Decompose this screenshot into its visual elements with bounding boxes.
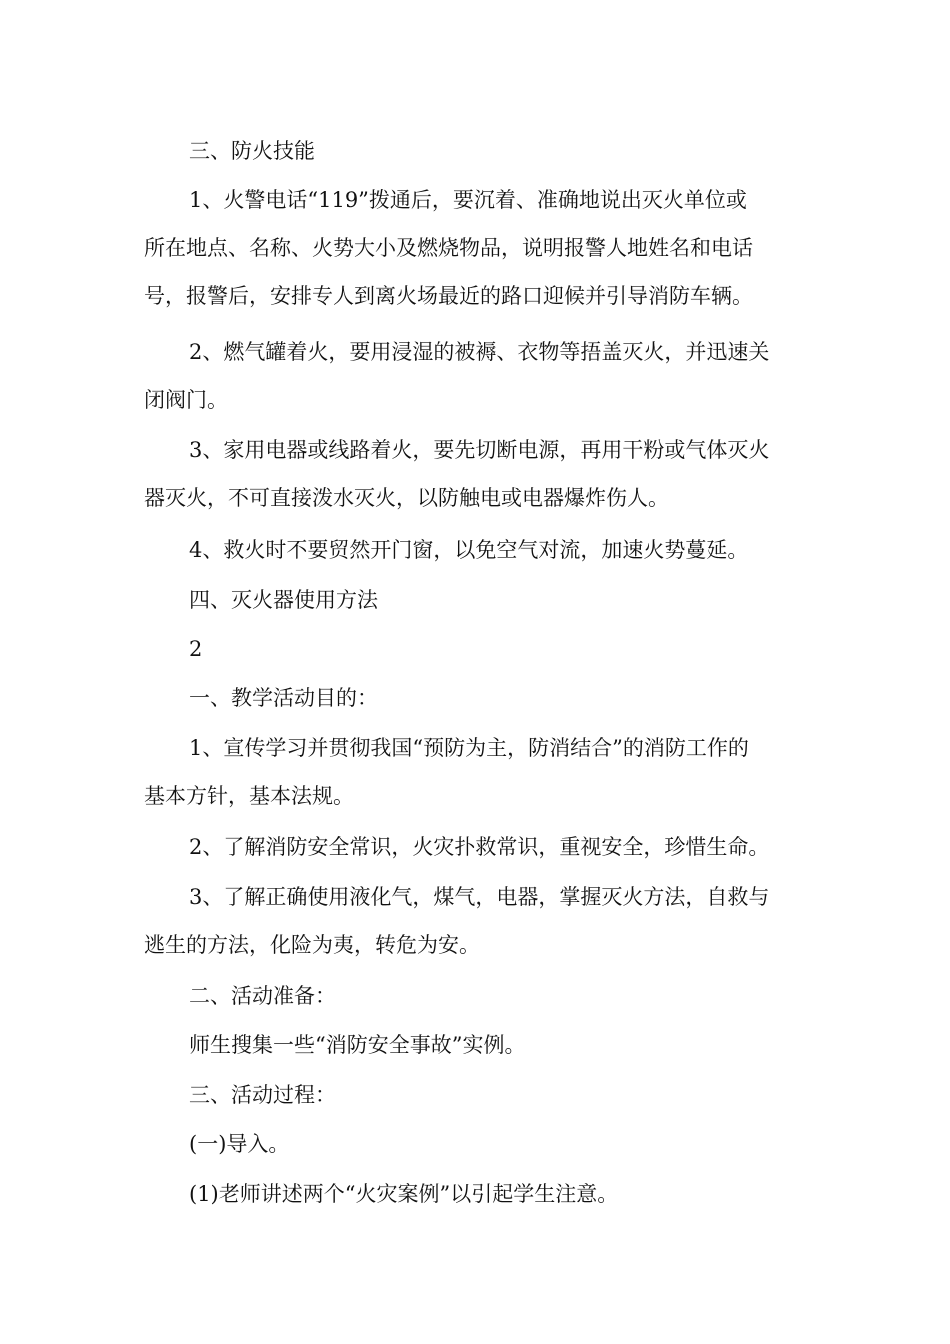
paragraph	[144, 1021, 808, 1069]
paragraph	[144, 176, 808, 320]
text-line: 基本方针，基本法规。	[144, 784, 354, 808]
text-line: 三、活动过程：	[189, 1083, 336, 1107]
text-line: 师生搜集一些“消防安全事故”实例。	[189, 1033, 526, 1057]
section-number	[144, 625, 808, 673]
subsection-heading	[144, 1120, 808, 1168]
text-line: 闭阀门。	[144, 388, 228, 412]
paragraph	[144, 526, 808, 574]
text-line: 号，报警后，安排专人到离火场最近的路口迎候并引导消防车辆。	[144, 284, 753, 308]
text-line: 1、火警电话“119”拨通后，要沉着、准确地说出灭火单位或	[189, 188, 747, 212]
text-line: 三、防火技能	[189, 139, 315, 163]
paragraph	[144, 724, 808, 820]
paragraph	[144, 823, 808, 871]
section-heading	[144, 1071, 808, 1119]
text-line: 逃生的方法，化险为夷，转危为安。	[144, 933, 480, 957]
text-line: 3、家用电器或线路着火，要先切断电源，再用干粉或气体灭火	[189, 438, 770, 462]
text-line: 一、教学活动目的：	[189, 686, 378, 710]
text-line: 2	[189, 637, 203, 661]
text-line: 器灭火，不可直接泼水灭火，以防触电或电器爆炸伤人。	[144, 486, 669, 510]
text-line: (1)老师讲述两个“火灾案例”以引起学生注意。	[189, 1182, 619, 1206]
text-line: 2、燃气罐着火，要用浸湿的被褥、衣物等捂盖灭火，并迅速关	[189, 340, 770, 364]
text-line: (一)导入。	[189, 1132, 290, 1156]
text-line: 二、活动准备：	[189, 984, 336, 1008]
paragraph	[144, 328, 808, 424]
section-heading	[144, 972, 808, 1020]
paragraph	[144, 873, 808, 969]
text-line: 4、救火时不要贸然开门窗，以免空气对流，加速火势蔓延。	[189, 538, 749, 562]
text-line: 四、灭火器使用方法	[189, 588, 378, 612]
text-line: 2、了解消防安全常识，火灾扑救常识，重视安全，珍惜生命。	[189, 835, 770, 859]
section-heading	[144, 127, 808, 175]
section-heading	[144, 674, 808, 722]
section-heading	[144, 576, 808, 624]
text-line: 所在地点、名称、火势大小及燃烧物品，说明报警人地姓名和电话	[144, 236, 753, 260]
paragraph	[144, 1170, 808, 1218]
paragraph	[144, 426, 808, 522]
text-line: 1、宣传学习并贯彻我国“预防为主，防消结合”的消防工作的	[189, 736, 749, 760]
text-line: 3、了解正确使用液化气，煤气，电器，掌握灭火方法，自救与	[189, 885, 770, 909]
